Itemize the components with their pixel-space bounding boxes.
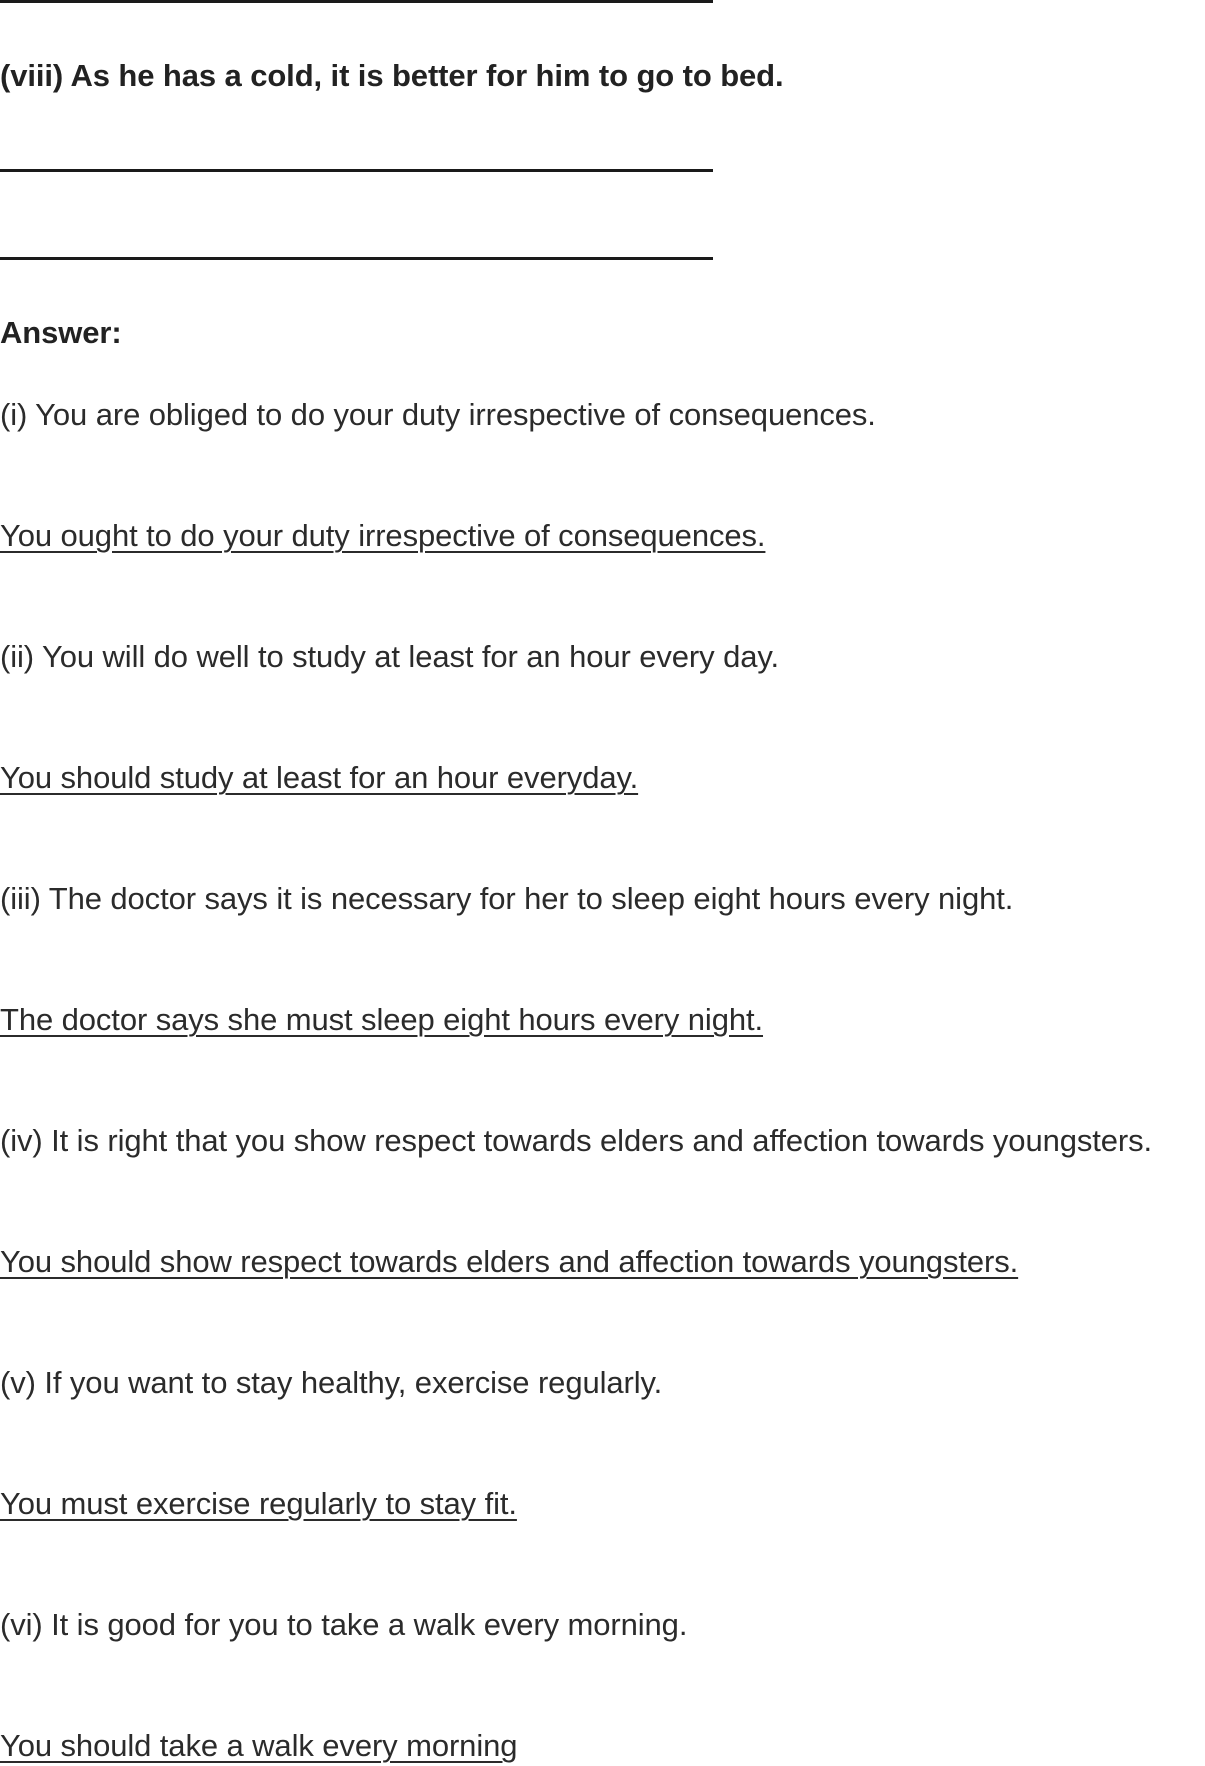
item-original-iii: (iii) The doctor says it is necessary for her to sleep eight hours every night. <box>0 881 1014 916</box>
item-original-vi: (vi) It is good for you to take a walk every morning. <box>0 1607 688 1642</box>
answer-blank-line-top <box>0 0 713 3</box>
item-rewritten-i: You ought to do your duty irrespective of consequences. <box>0 518 766 553</box>
item-original-ii: (ii) You will do well to study at least for an hour every day. <box>0 639 779 674</box>
item-rewritten-v: You must exercise regularly to stay fit. <box>0 1486 517 1521</box>
item-original-i: (i) You are obliged to do your duty irrespective of consequences. <box>0 397 876 432</box>
answer-blank-line-2 <box>0 257 713 260</box>
item-rewritten-vi: You should take a walk every morning <box>0 1728 518 1763</box>
answer-heading: Answer: <box>0 315 122 350</box>
item-rewritten-iv: You should show respect towards elders and affection towards youngsters. <box>0 1244 1019 1279</box>
item-original-v: (v) If you want to stay healthy, exercise regularly. <box>0 1365 663 1400</box>
item-rewritten-ii: You should study at least for an hour everyday. <box>0 760 639 795</box>
answer-blank-line-1 <box>0 169 713 172</box>
item-original-iv: (iv) It is right that you show respect towards elders and affection towards youngsters. <box>0 1123 1153 1158</box>
item-rewritten-iii: The doctor says she must sleep eight hours every night. <box>0 1002 764 1037</box>
question-viii: (viii) As he has a cold, it is better for him to go to bed. <box>0 58 784 93</box>
